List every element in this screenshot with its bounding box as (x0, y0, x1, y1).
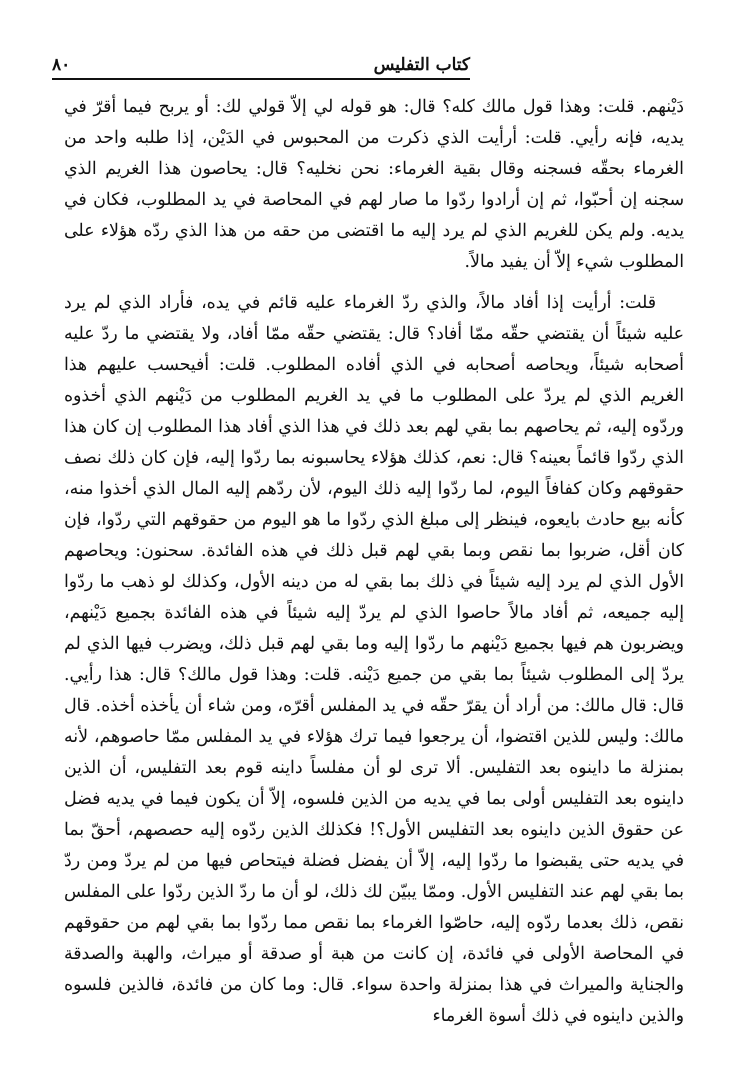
paragraph: دَيْنهم. قلت: وهذا قول مالك كله؟ قال: هو قوله لي إلاّ قولي لك: أو يربح فيما أقرّ في يديه، فإنه رأيي. قلت: أرأيت الذي ذكرت من المحبوس في الدَيْن، إذا طلبه واحد من الغرماء بحقّه فسجنه وقال بقية الغرماء: نحن نخليه؟ قال: يحاصون هذا الغريم الذي سجنه إن أحبّوا، ثم إن أرادوا ردّوا ما صار لهم في المحاصة في يد المطلوب، فكان في يديه. ولم يكن للغريم الذي لم يرد إليه ما اقتضى من حقه من هذا الذي ردّه هؤلاء على المطلوب شيء إلاّ أن يفيد مالاً. (64, 97, 684, 272)
page-header (52, 50, 470, 80)
paragraph: قلت: أرأيت إذا أفاد مالاً، والذي ردّ الغرماء عليه قائم في يده، فأراد الذي لم يرد عليه شيئاً أن يقتضي حقّه ممّا أفاد؟ قال: يقتضي حقّه ممّا أفاد، ولا يقتضي ما ردّ عليه أصحابه شيئاً، ويحاصه أصحابه في الذي أفاده المطلوب. قلت: أفيحسب عليهم هذا الغريم الذي لم يردّ على المطلوب ما في يد الغريم المطلوب من دَيْنهم الذي أخذوه وردّوه إليه، ثم يحاصهم بما بقي لهم بعد ذلك في هذا الذي أفاد هذا المطلوب إن كان هذا الذي ردّوا قائماً بعينه؟ قال: نعم، كذلك هؤلاء يحاسبونه بما ردّوا إليه، فإن كان ذلك نصف حقوقهم وكان كفافاً اليوم، لما ردّوا إليه ذلك اليوم، لأن ردّهم إليه المال الذي أخذوا منه، كأنه بيع حادث بايعوه، فينظر إلى مبلغ الذي ردّوا ما هو اليوم من حقوقهم التي ردّوا، فإن كان أقل، ضربوا بما نقص وبما بقي لهم قبل ذلك في هذه الفائدة. سحنون: ويحاصهم الأول الذي لم يرد إليه شيئاً في ذلك بما بقي له من دينه الأول، وكذلك لو ذهب ما ردّوا إليه جميعه، ثم أفاد مالاً حاصوا الذي لم يردّ إليه شيئاً في هذه الفائدة بجميع دَيْنهم، ويضربون هم فيها بجميع دَيْنهم ما ردّوا إليه وما بقي لهم قبل ذلك، ويضرب فيها الذي لم يردّ إلى المطلوب شيئاً بما بقي من جميع دَيْنه. قلت: وهذا قول مالك؟ قال: هذا رأيي. قال: قال مالك: من أراد أن يقرّ حقّه في يد المفلس أقرّه، ومن شاء أن يأخذه أخذه. قال مالك: وليس للذين اقتضوا، أن يرجعوا فيما ترك هؤلاء في يد المفلس ممّا حاصوهم، لأنه بمنزلة ما داينوه بعد التفليس. ألا ترى لو أن مفلساً داينه قوم بعد التفليس، أن الذين داينوه بعد التفليس أولى بما في يديه من الذين فلسوه، إلاّ أن يكون فيما في يديه فضل عن حقوق الذين داينوه بعد التفليس الأول؟! فكذلك الذين ردّوه إليه حصصهم، أحقّ بما في يديه حتى يقبضوا ما ردّوا إليه، إلاّ أن يفضل فضلة فيتحاص فيها من لم يردّ ومن ردّ بما بقي لهم عند التفليس الأول. وممّا يبيّن لك ذلك، لو أن ما ردّ الذين ردّوا على المفلس نقص، ذلك بعدما ردّوه إليه، حاصّوا الغرماء بما نقص مما ردّوا بما بقي لهم من حقوقهم في المحاصة الأولى في فائدة، إن كانت من هبة أو صدقة أو ميراث، والهبة والصدقة والجناية والميراث في هذا بمنزلة واحدة سواء. قال: وما كان من فائدة، فالذين فلسوه والذين داينوه في ذلك أسوة الغرماء (64, 293, 684, 1026)
page-number: ٨٠ (52, 55, 71, 75)
book-title: كتاب التفليس (373, 55, 470, 75)
page-body (64, 92, 684, 1032)
